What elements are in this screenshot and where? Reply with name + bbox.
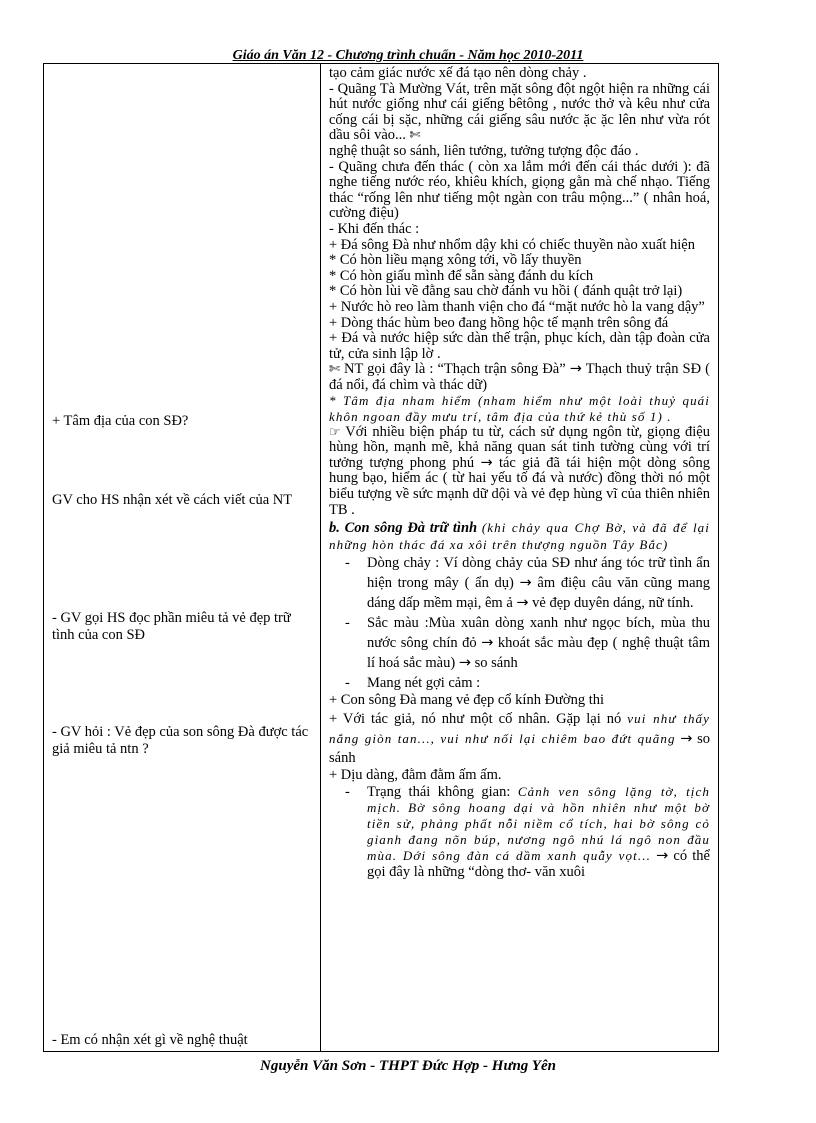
paragraph: ✄ NT gọi đây là : “Thạch trận sông Đà” → Thạch thuỷ trận SĐ ( đá nổi, đá chìm và thác dữ) <box>329 361 711 393</box>
paragraph: nghệ thuật so sánh, liên tưởng, tưởng tượng độc đáo . <box>329 142 639 159</box>
page-header: Giáo án Văn 12 - Chương trình chuẩn - Năm học 2010-2011 <box>232 48 584 63</box>
scissors-icon: ✄ <box>409 128 421 144</box>
list-item: - Trạng thái không gian: Cảnh ven sông lặng tờ, tịch mịch. Bờ sông hoang dại và hồn nhiên như một bờ tiền sử, phảng phất nỗi niềm cổ tích, hai bờ sông cỏ gianh đang nõn búp, nương ngô nhú lá ngô non đầu mùa. Dới sông đàn cá dầm xanh quẫy vọt... → có thể gọi đây là những “dòng thơ- văn xuôi <box>367 784 710 880</box>
right-arrow-icon: → <box>480 454 493 471</box>
content-body <box>321 64 718 880</box>
paragraph: ☞ Với nhiều biện pháp tu từ, cách sử dụng ngôn từ, giọng điệu hùng hồn, mạnh mẽ, khả năng quan sát tinh tường cùng với trí tưởng tượng phong phú → tác giả đã tái hiện một dòng sông hung bạo, hiểm ác ( từ hai yếu tố đá và nước) đồng thời nó một biểu tượng về sức mạnh dữ dội và vẻ đẹp hùng vĩ của thiên nhiên TB . <box>329 423 711 518</box>
pointing-hand-icon: ☞ <box>329 424 341 440</box>
teacher-activity-column <box>44 64 321 1052</box>
question-nghe-thuat: - Em có nhận xét gì về nghệ thuật <box>52 1032 248 1048</box>
paragraph: * Tâm địa nham hiểm (nham hiểm như một loài thuỷ quái khôn ngoan đầy mưu trí, tâm địa của thứ kẻ thù số 1) . <box>329 393 710 425</box>
paragraph: - Khi đến thác : <box>329 220 420 237</box>
scissors-icon: ✄ <box>329 362 340 378</box>
question-nhan-xet: GV cho HS nhận xét về cách viết của NT <box>52 492 293 508</box>
paragraph: + Con sông Đà mang vẻ đẹp cổ kính Đường thi <box>329 692 605 709</box>
paragraph: - Quãng Tà Mường Vát, trên mặt sông đột ngột hiện ra những cái hút nước giống như cái giếng bêtông , nước thở và kêu như cửa cống cái bị sặc, những cái giếng sâu nước ặc ặc lên như vừa rót dầu sôi vào... ✄ <box>329 80 710 144</box>
bullet-list <box>329 553 710 693</box>
lesson-table <box>43 63 719 1052</box>
paragraph: * Có hòn giấu mình để sẵn sàng đánh du kích <box>329 267 594 284</box>
right-arrow-icon: → <box>656 847 669 864</box>
right-arrow-icon: → <box>481 635 494 652</box>
list-item: - Mang nét gợi cảm : <box>367 673 710 693</box>
paragraph: + Với tác giả, nó như một cố nhân. Gặp lại nó vui như thấy nắng giòn tan..., vui như nối lại chiêm bao đứt quãng → so sánh <box>329 711 711 766</box>
question-doc-phan: - GV gọi HS đọc phần miêu tả vẻ đẹp trữ tình của con SĐ <box>52 610 291 643</box>
list-item: - Sắc màu :Mùa xuân dòng xanh như ngọc bích, mùa thu nước sông chín đỏ → khoát sắc màu đẹp ( nghệ thuật tâm lí hoá sắc màu) → so sánh <box>367 613 710 673</box>
paragraph: + Nước hò reo làm thanh viện cho đá “mặt nước hò la vang dậy” <box>329 298 705 315</box>
paragraph: - Quãng chưa đến thác ( còn xa lắm mới đến cái thác dưới ): đã nghe tiếng nước réo, khiêu khích, giọng gằn mà chế nhạo. Tiếng thác “rống lên như tiếng một ngàn con trâu mộng...” ( nhân hoá, cường điệu) <box>329 158 710 222</box>
paragraph: tạo cảm giác nước xế đá tạo nên dòng chảy . <box>329 65 587 81</box>
list-item: - Dòng chảy : Ví dòng chảy của SĐ như áng tóc trữ tình ẩn hiện trong mây ( ẩn dụ) → âm điệu câu văn cũng mang dáng dấp mềm mại, êm ả → vẻ đẹp duyên dáng, nữ tính. <box>367 553 710 613</box>
question-ve-dep: - GV hỏi : Vẻ đẹp của son sông Đà được tác giả miêu tả ntn ? <box>52 724 309 757</box>
paragraph: * Có hòn liều mạng xông tới, vồ lấy thuyền <box>329 252 582 269</box>
paragraph: + Dòng thác hùm beo đang hồng hộc tế mạnh trên sông đá <box>329 314 669 331</box>
right-arrow-icon: → <box>516 595 529 612</box>
question-tam-dia: + Tâm địa của con SĐ? <box>52 413 189 429</box>
right-arrow-icon: → <box>680 731 693 747</box>
paragraph: + Dịu dàng, đằm đằm ấm ấm. <box>329 767 502 783</box>
bullet-list <box>329 784 710 880</box>
paragraph: + Đá sông Đà như nhổm dậy khi có chiếc thuyền nào xuất hiện <box>329 236 695 253</box>
right-arrow-icon: → <box>569 361 582 378</box>
page-footer: Nguyễn Văn Sơn - THPT Đức Hợp - Hưng Yên <box>260 1058 556 1074</box>
section-heading: b. Con sông Đà trữ tình (khi chảy qua Chợ Bờ, và đã để lại những hòn thác đá xa xôi trên thượng nguồn Tây Bắc) <box>329 520 710 552</box>
paragraph: + Đá và nước hiệp sức dàn thế trận, phục kích, dàn tập đoàn cửa tử, cửa sinh lập lờ . <box>329 330 710 362</box>
paragraph: * Có hòn lùi về đằng sau chờ đánh vu hồi ( đánh quật trở lại) <box>329 283 683 300</box>
right-arrow-icon: → <box>458 655 471 672</box>
content-column <box>321 64 719 1052</box>
right-arrow-icon: → <box>519 575 532 592</box>
